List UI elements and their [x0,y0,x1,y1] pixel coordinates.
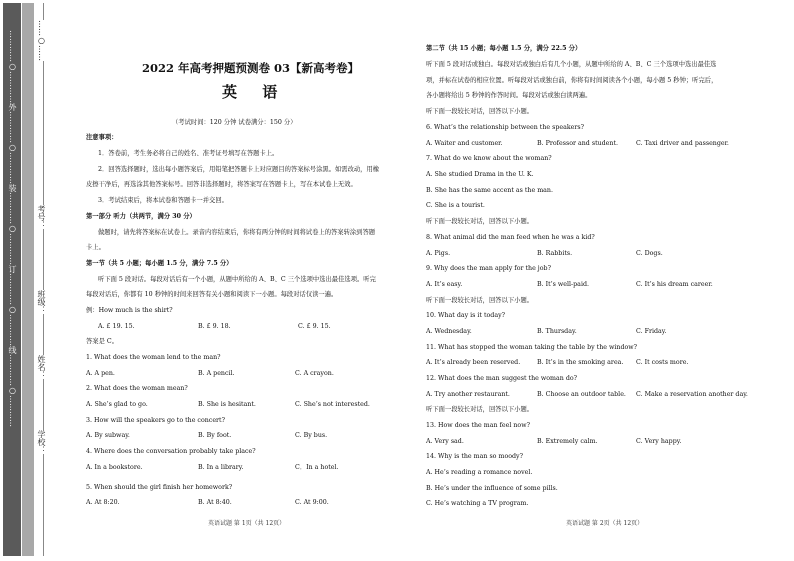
option: C. By bus. [295,432,328,439]
option: C. At 9:00. [295,499,329,506]
option: A. He’s reading a romance novel. [426,469,533,476]
option: C．In a hotel. [295,464,339,471]
option: B. Rabbits. [537,250,573,257]
section1-instructions: 听下面 5 段对话。每段对话后有一个小题，从题中所给的 A、B、C 三个选项中选出最佳选项。听完 [98,276,376,283]
option: A. She studied Drama in the U. K. [426,171,534,178]
option: B. Choose an outdoor table. [537,391,626,398]
spine-inner-bar [22,3,34,556]
option: C. Dogs. [636,250,663,257]
option: B. Thursday. [537,328,577,335]
option: A. It’s easy. [426,281,463,288]
section2-title: 第二节（共 15 小题；每小题 1.5 分，满分 22.5 分） [426,45,582,52]
option: A. She’s glad to go. [86,401,148,408]
option: C. It costs more. [636,359,689,366]
example-answer: 答案是 C。 [86,338,119,345]
question: 2. What does the woman mean? [86,385,188,392]
question: 12. What does the man suggest the woman do? [426,375,578,382]
page-footer: 英语试题 第 2页（共 12页） [566,520,644,527]
question: 4. Where does the conversation probably take place? [86,448,256,455]
notice-item: 1．答卷前，考生务必将自己的姓名、准考证号填写在答题卡上。 [98,150,279,157]
question: 1. What does the woman lend to the man? [86,354,221,361]
option: A. Wednesday. [426,328,472,335]
section2-instructions: 项，并标在试卷的相应位置。听每段对话或独白前，你将有时间阅读各个小题，每小题 5 秒钟；听完后， [426,77,718,84]
option: A. A pen. [86,370,115,377]
spine-cut-line [43,3,44,556]
part1-title: 第一部分 听力（共两节，满分 30 分） [86,213,196,220]
spine-school-label: 学校： [34,430,48,454]
option: B. In a library. [198,464,244,471]
option: C. She’s not interested. [295,401,370,408]
option: A. Very sad. [426,438,464,445]
section2-instructions: 听下面 5 段对话或独白。每段对话或独白后有几个小题，从题中所给的 A、B、C 三个选项中选出最佳选 [426,61,717,68]
example-option: C. £ 9. 15. [298,323,331,330]
option: B. She is hesitant. [198,401,256,408]
listen-instruction: 听下面一段较长对话，回答以下小题。 [426,297,534,304]
page-footer: 英语试题 第 1页（共 12页） [208,520,286,527]
listen-instruction: 听下面一段较长对话，回答以下小题。 [426,218,534,225]
question: 13. How does the man feel now? [426,422,530,429]
option: B. Extremely calm. [537,438,598,445]
option: C. Friday. [636,328,667,335]
question: 5. When should the girl finish her homework? [86,484,233,491]
question: 14. Why is the man so moody? [426,453,523,460]
option: C. Very happy. [636,438,682,445]
part1-note: 做题时，请先将答案标在试卷上。录音内容结束后，你将有两分钟的时间将试卷上的答案转涂到答题 [98,229,376,236]
spine-number-label: 考号： [34,205,48,229]
spine-dots: ……○…… [34,20,48,61]
listen-instruction: 听下面一段较长对话，回答以下小题。 [426,108,534,115]
exam-title: 2022 年高考押题预测卷 03【新高考卷】 [142,61,360,75]
spine-name-label: 姓名： [34,355,48,379]
binding-spine [0,0,52,561]
section2-instructions: 各小题将给出 5 秒钟的作答时间。每段对话或独白读两遍。 [426,92,592,99]
option: A. Pigs. [426,250,451,257]
option: A. By subway. [86,432,130,439]
option: A. Try another restaurant. [426,391,510,398]
notice-title: 注意事项： [86,134,118,141]
option: C. Taxi driver and passenger. [636,140,729,147]
option: C. A crayon. [295,370,334,377]
option: C. She is a tourist. [426,202,485,209]
spine-class-label: 班级： [34,290,48,314]
question: 9. Why does the man apply for the job? [426,265,551,272]
option: B. Professor and student. [537,140,618,147]
notice-item: 皮擦干净后，再选涂其他答案标号。回答非选择题时，将答案写在答题卡上，写在本试卷上无效。 [86,181,357,188]
question: 11. What has stopped the woman taking the table by the window? [426,344,638,351]
part1-note: 卡上。 [86,244,105,251]
question: 8. What animal did the man feed when he was a kid? [426,234,595,241]
option: B. At 8:40. [198,499,232,506]
notice-item: 2．回答选择题时，选出每小题答案后，用铅笔把答题卡上对应题目的答案标号涂黑。如需改动，用橡 [98,166,380,173]
option: A. At 8:20. [86,499,120,506]
question: 10. What day is it today? [426,312,506,319]
option: B. It’s in the smoking area. [537,359,624,366]
listen-instruction: 听下面一段较长对话，回答以下小题。 [426,406,534,413]
option: B. By foot. [198,432,232,439]
option: A. It’s already been reserved. [426,359,521,366]
option: A. Waiter and customer. [426,140,503,147]
question: 7. What do we know about the woman? [426,155,552,162]
example-option: B. £ 9. 18. [198,323,231,330]
exam-info: （考试时间：120 分钟 试卷满分：150 分） [172,119,297,126]
example-question: 例：How much is the shirt? [86,307,173,314]
example-option: A. £ 19. 15. [98,323,135,330]
option: C. It’s his dream career. [636,281,713,288]
section1-title: 第一节（共 5 小题；每小题 1.5 分，满分 7.5 分） [86,260,233,267]
option: C. He’s watching a TV program. [426,500,529,507]
question: 3. How will the speakers go to the concert? [86,417,225,424]
option: C. Make a reservation another day. [636,391,748,398]
subject-heading: 英 语 [222,83,288,101]
spine-outer-label: …………○…………外…………○…………装…………○…………订…………○…………线…………○………… [8,30,17,427]
option: A. In a bookstore. [86,464,143,471]
option: B. She has the same accent as the man. [426,187,553,194]
exam-page-1 [80,0,410,561]
option: B. He’s under the influence of some pills. [426,485,558,492]
option: B. It’s well-paid. [537,281,589,288]
notice-item: 3．考试结束后，将本试卷和答题卡一并交回。 [98,197,228,204]
exam-page-2 [426,0,771,561]
section1-instructions: 每段对话后，你都有 10 秒钟的时间来回答有关小题和阅读下一小题。每段对话仅读一遍。 [86,291,338,298]
question: 6. What’s the relationship between the speakers? [426,124,585,131]
option: B. A pencil. [198,370,235,377]
